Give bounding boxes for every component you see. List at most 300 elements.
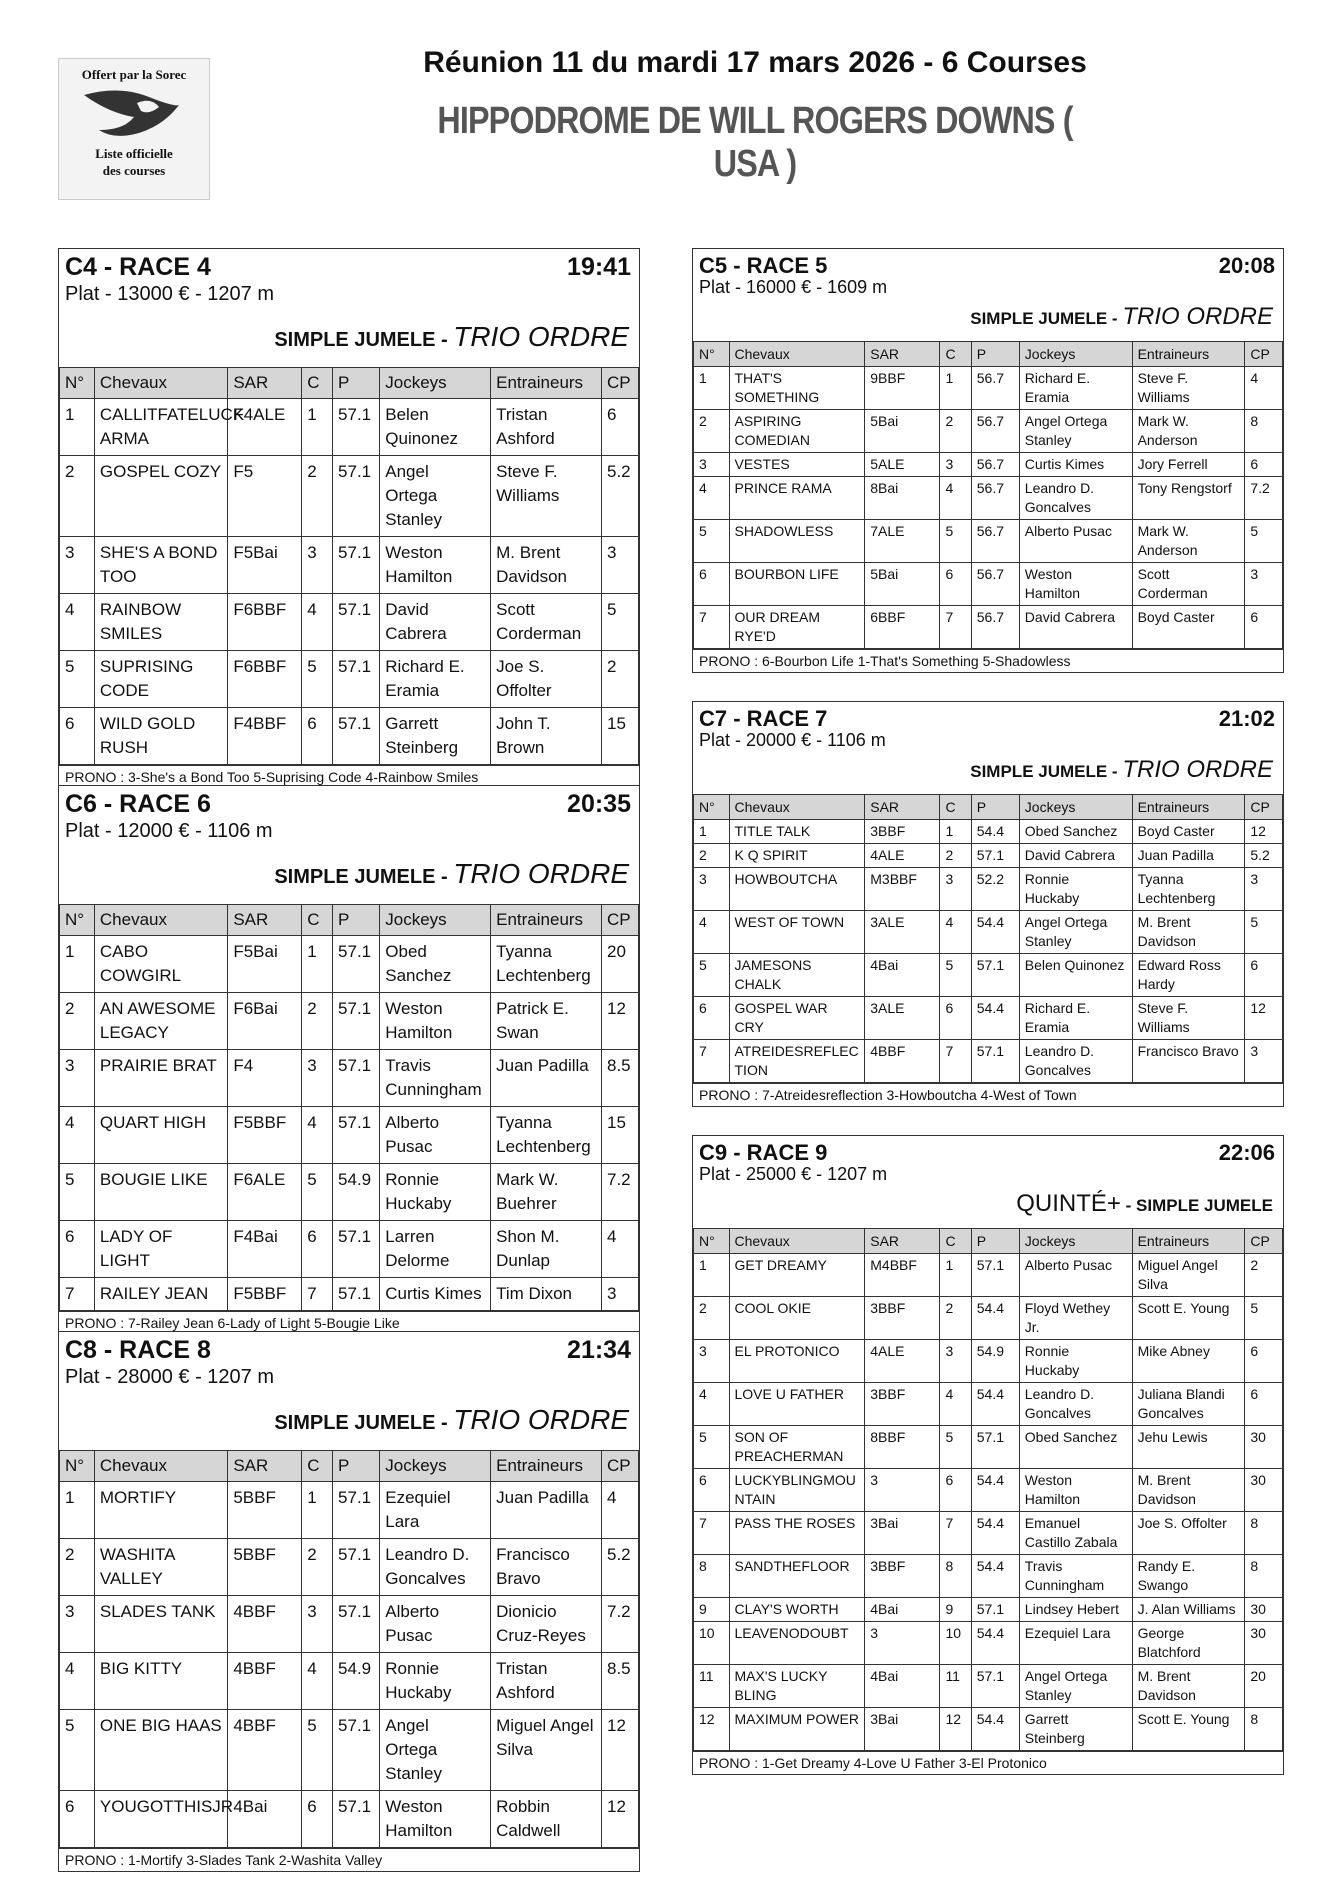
runner-cell: SUPRISING CODE: [94, 651, 227, 708]
runner-cell: Ronnie Huckaby: [380, 1653, 491, 1710]
column-header: C: [302, 1451, 333, 1482]
runner-cell: Garrett Steinberg: [1019, 1708, 1132, 1751]
runner-cell: Obed Sanchez: [380, 936, 491, 993]
runner-cell: 57.1: [333, 1278, 380, 1311]
runner-cell: TITLE TALK: [729, 820, 865, 844]
runner-cell: Miguel Angel Silva: [1132, 1254, 1245, 1297]
runner-cell: 15: [601, 708, 638, 765]
runner-cell: 4Bai: [228, 1791, 302, 1848]
runner-cell: 5BBF: [228, 1539, 302, 1596]
runner-cell: Leandro D. Goncalves: [1019, 1040, 1132, 1083]
column-header: CP: [1245, 795, 1283, 820]
column-header: Jockeys: [1019, 1229, 1132, 1254]
runner-row: [694, 868, 1283, 911]
runner-cell: F5BBF: [228, 1278, 302, 1311]
runner-cell: 8: [1245, 1555, 1283, 1598]
bet-type-main: QUINTÉ+: [1016, 1190, 1121, 1217]
column-header: Chevaux: [729, 795, 865, 820]
runner-cell: Boyd Caster: [1132, 606, 1245, 649]
runner-row: [694, 1340, 1283, 1383]
runner-cell: David Cabrera: [380, 594, 491, 651]
runner-cell: Jory Ferrell: [1132, 453, 1245, 477]
runner-cell: Tim Dixon: [491, 1278, 602, 1311]
table-header-row: [60, 905, 639, 936]
bet-type-main: TRIO ORDRE: [1122, 756, 1273, 783]
runner-cell: PRINCE RAMA: [729, 477, 865, 520]
runner-cell: 5: [302, 1710, 333, 1791]
runner-cell: LEAVENODOUBT: [729, 1622, 865, 1665]
runner-cell: Shon M. Dunlap: [491, 1221, 602, 1278]
runner-cell: 5: [60, 1164, 95, 1221]
runner-cell: 2: [302, 993, 333, 1050]
runner-cell: 3: [1245, 1040, 1283, 1083]
column-header: Chevaux: [94, 368, 227, 399]
runner-cell: Belen Quinonez: [380, 399, 491, 456]
runner-cell: F6ALE: [228, 1164, 302, 1221]
runner-cell: Larren Delorme: [380, 1221, 491, 1278]
runner-cell: 15: [601, 1107, 638, 1164]
runner-cell: 3: [865, 1622, 940, 1665]
runner-row: [694, 820, 1283, 844]
bet-types: [970, 756, 1273, 784]
runner-cell: J. Alan Williams: [1132, 1598, 1245, 1622]
runner-cell: 6: [694, 997, 730, 1040]
runner-cell: GOSPEL WAR CRY: [729, 997, 865, 1040]
runner-cell: F6BBF: [228, 651, 302, 708]
column-header: SAR: [228, 905, 302, 936]
runner-cell: 57.1: [333, 537, 380, 594]
runner-row: [694, 563, 1283, 606]
runner-cell: Steve F. Williams: [1132, 367, 1245, 410]
runner-cell: Alberto Pusac: [1019, 1254, 1132, 1297]
runner-cell: Alberto Pusac: [380, 1107, 491, 1164]
runner-cell: 57.1: [333, 993, 380, 1050]
runner-cell: 5: [940, 520, 971, 563]
runner-cell: 3Bai: [865, 1512, 940, 1555]
bet-type-main: TRIO ORDRE: [1122, 303, 1273, 330]
runner-cell: 57.1: [333, 708, 380, 765]
bet-type-secondary: SIMPLE JUMELE -: [970, 762, 1123, 781]
runner-cell: Scott Corderman: [1132, 563, 1245, 606]
runner-cell: Travis Cunningham: [380, 1050, 491, 1107]
runner-cell: 54.4: [971, 1708, 1019, 1751]
runner-row: [694, 1426, 1283, 1469]
runner-cell: 1: [694, 820, 730, 844]
runner-cell: Ronnie Huckaby: [1019, 1340, 1132, 1383]
race-time: 22:06: [1218, 1140, 1275, 1165]
runner-cell: 4: [60, 1107, 95, 1164]
runner-cell: 6: [601, 399, 638, 456]
column-header: SAR: [865, 342, 940, 367]
runner-cell: Tristan Ashford: [491, 399, 602, 456]
runner-cell: Richard E. Eramia: [380, 651, 491, 708]
runner-cell: 7: [694, 1512, 730, 1555]
runner-cell: 10: [940, 1622, 971, 1665]
runner-cell: 4: [302, 594, 333, 651]
runner-row: [60, 594, 639, 651]
runner-cell: 4Bai: [865, 1598, 940, 1622]
runner-cell: Francisco Bravo: [1132, 1040, 1245, 1083]
runner-cell: LUCKYBLINGMOU NTAIN: [729, 1469, 865, 1512]
column-header: P: [333, 905, 380, 936]
runner-cell: 3: [865, 1469, 940, 1512]
runner-cell: 9BBF: [865, 367, 940, 410]
runner-cell: 4: [694, 911, 730, 954]
bet-type-main: TRIO ORDRE: [453, 321, 629, 352]
runner-row: [694, 1512, 1283, 1555]
runner-row: [694, 1469, 1283, 1512]
runner-cell: Juan Padilla: [491, 1482, 602, 1539]
runner-cell: SON OF PREACHERMAN: [729, 1426, 865, 1469]
runner-cell: 8: [940, 1555, 971, 1598]
runner-cell: 5: [694, 520, 730, 563]
runner-row: [60, 1653, 639, 1710]
horse-logo-icon: [79, 85, 189, 145]
runner-cell: Emanuel Castillo Zabala: [1019, 1512, 1132, 1555]
runner-cell: Jehu Lewis: [1132, 1426, 1245, 1469]
bet-type-secondary: SIMPLE JUMELE -: [274, 1412, 454, 1434]
runner-cell: 8BBF: [865, 1426, 940, 1469]
runner-cell: WILD GOLD RUSH: [94, 708, 227, 765]
runner-cell: ONE BIG HAAS: [94, 1710, 227, 1791]
runner-cell: 3: [302, 1596, 333, 1653]
runner-cell: 57.1: [333, 1596, 380, 1653]
runner-cell: 4: [60, 1653, 95, 1710]
runner-cell: 5: [302, 1164, 333, 1221]
runner-cell: 3ALE: [865, 997, 940, 1040]
runner-cell: 57.1: [333, 594, 380, 651]
runner-cell: Garrett Steinberg: [380, 708, 491, 765]
runner-row: [694, 844, 1283, 868]
runner-cell: 4: [694, 477, 730, 520]
runner-row: [60, 1539, 639, 1596]
prono-line: PRONO : 7-Railey Jean 6-Lady of Light 5-Bougie Like: [59, 1311, 639, 1334]
runner-cell: 11: [940, 1665, 971, 1708]
runner-cell: 6: [940, 997, 971, 1040]
runner-cell: 52.2: [971, 868, 1019, 911]
runner-row: [694, 453, 1283, 477]
column-header: C: [940, 1229, 971, 1254]
runner-cell: 4Bai: [865, 954, 940, 997]
runner-cell: 8: [694, 1555, 730, 1598]
race-time: 21:02: [1218, 706, 1275, 731]
runner-row: [694, 1383, 1283, 1426]
runner-cell: MORTIFY: [94, 1482, 227, 1539]
runner-row: [60, 456, 639, 537]
column-header: Jockeys: [380, 905, 491, 936]
race-info: Plat - 28000 € - 1207 m: [65, 1366, 275, 1388]
runners-table: [693, 794, 1283, 1083]
table-header-row: [60, 1451, 639, 1482]
runner-cell: John T. Brown: [491, 708, 602, 765]
runner-cell: 57.1: [333, 1107, 380, 1164]
runner-cell: 57.1: [971, 1040, 1019, 1083]
runner-cell: 1: [302, 936, 333, 993]
runner-cell: 4: [302, 1653, 333, 1710]
runner-cell: SANDTHEFLOOR: [729, 1555, 865, 1598]
runner-cell: BOUGIE LIKE: [94, 1164, 227, 1221]
runner-cell: 56.7: [971, 563, 1019, 606]
column-header: CP: [601, 1451, 638, 1482]
runner-cell: 6: [1245, 453, 1283, 477]
runner-cell: M3BBF: [865, 868, 940, 911]
runner-cell: Alberto Pusac: [1019, 520, 1132, 563]
runner-cell: M4BBF: [865, 1254, 940, 1297]
runner-cell: Mark W. Anderson: [1132, 410, 1245, 453]
runner-cell: 2: [302, 1539, 333, 1596]
runner-cell: 54.4: [971, 911, 1019, 954]
runner-cell: 2: [1245, 1254, 1283, 1297]
runner-cell: 57.1: [971, 1665, 1019, 1708]
column-header: Chevaux: [729, 342, 865, 367]
runner-cell: Patrick E. Swan: [491, 993, 602, 1050]
race-time: 20:35: [567, 790, 631, 818]
runner-cell: 3BBF: [865, 820, 940, 844]
runner-cell: 56.7: [971, 453, 1019, 477]
runner-cell: RAINBOW SMILES: [94, 594, 227, 651]
prono-line: PRONO : 3-She's a Bond Too 5-Suprising Code 4-Rainbow Smiles: [59, 765, 639, 788]
runner-cell: 30: [1245, 1622, 1283, 1665]
runner-cell: 1: [940, 1254, 971, 1297]
runner-row: [694, 1665, 1283, 1708]
runner-cell: 3: [694, 453, 730, 477]
runner-cell: 3: [1245, 868, 1283, 911]
runner-cell: 57.1: [333, 1221, 380, 1278]
runner-cell: 4: [601, 1482, 638, 1539]
runner-cell: 54.4: [971, 1383, 1019, 1426]
runner-cell: F6BBF: [228, 594, 302, 651]
runner-cell: Richard E. Eramia: [1019, 997, 1132, 1040]
runner-cell: Steve F. Williams: [491, 456, 602, 537]
runner-cell: Scott Corderman: [491, 594, 602, 651]
runner-cell: 54.4: [971, 1622, 1019, 1665]
runner-cell: Tyanna Lechtenberg: [491, 936, 602, 993]
column-header: Jockeys: [1019, 342, 1132, 367]
runner-cell: 12: [694, 1708, 730, 1751]
race-info: Plat - 13000 € - 1207 m: [65, 283, 275, 305]
race-card-c8: [58, 1331, 640, 1872]
runner-cell: Alberto Pusac: [380, 1596, 491, 1653]
runner-row: [60, 651, 639, 708]
runner-cell: 12: [1245, 820, 1283, 844]
runner-cell: 6: [1245, 1383, 1283, 1426]
runner-cell: 54.4: [971, 1555, 1019, 1598]
column-header: N°: [60, 368, 95, 399]
runner-cell: 2: [940, 844, 971, 868]
runner-cell: Juliana Blandi Goncalves: [1132, 1383, 1245, 1426]
runner-cell: SHE'S A BOND TOO: [94, 537, 227, 594]
prono-line: PRONO : 6-Bourbon Life 1-That's Something 5-Shadowless: [693, 649, 1283, 672]
runner-cell: 2: [694, 844, 730, 868]
runner-cell: 57.1: [333, 936, 380, 993]
column-header: SAR: [228, 368, 302, 399]
runner-row: [60, 1164, 639, 1221]
runner-cell: 12: [1245, 997, 1283, 1040]
runner-cell: 20: [601, 936, 638, 993]
runner-cell: 3BBF: [865, 1297, 940, 1340]
column-header: Entraineurs: [491, 1451, 602, 1482]
runner-row: [694, 911, 1283, 954]
runner-cell: 6: [694, 563, 730, 606]
runner-cell: Lindsey Hebert: [1019, 1598, 1132, 1622]
prono-line: PRONO : 1-Mortify 3-Slades Tank 2-Washita Valley: [59, 1848, 639, 1871]
runner-row: [694, 1555, 1283, 1598]
runner-cell: Angel Ortega Stanley: [1019, 1665, 1132, 1708]
logo-bottom-line1: Liste officielle: [95, 146, 173, 161]
runner-cell: 54.4: [971, 1297, 1019, 1340]
runner-cell: 3: [60, 1596, 95, 1653]
runner-cell: 4: [601, 1221, 638, 1278]
runner-cell: THAT'S SOMETHING: [729, 367, 865, 410]
runner-cell: 1: [694, 1254, 730, 1297]
runner-cell: Robbin Caldwell: [491, 1791, 602, 1848]
runner-cell: 8Bai: [865, 477, 940, 520]
prono-line: PRONO : 7-Atreidesreflection 3-Howboutcha 4-West of Town: [693, 1083, 1283, 1106]
column-header: P: [333, 1451, 380, 1482]
race-card-c5: [692, 248, 1284, 673]
runner-row: [694, 606, 1283, 649]
runner-cell: 3: [302, 537, 333, 594]
runner-cell: 12: [940, 1708, 971, 1751]
prono-line: PRONO : 1-Get Dreamy 4-Love U Father 3-El Protonico: [693, 1751, 1283, 1774]
runner-cell: 3BBF: [865, 1383, 940, 1426]
runner-cell: 5.2: [1245, 844, 1283, 868]
runner-cell: 9: [694, 1598, 730, 1622]
runner-cell: 3: [694, 868, 730, 911]
runner-cell: 1: [302, 1482, 333, 1539]
runner-cell: Ezequiel Lara: [1019, 1622, 1132, 1665]
runner-cell: 8: [1245, 410, 1283, 453]
column-header: C: [940, 342, 971, 367]
race-card-c6: [58, 785, 640, 1335]
runner-cell: 7: [60, 1278, 95, 1311]
runner-cell: 7: [302, 1278, 333, 1311]
bet-type-main: TRIO ORDRE: [453, 1404, 629, 1435]
race-time: 20:08: [1218, 253, 1275, 278]
runner-row: [694, 1622, 1283, 1665]
runner-cell: EL PROTONICO: [729, 1340, 865, 1383]
runners-table: [693, 341, 1283, 649]
runner-cell: 7: [940, 606, 971, 649]
runner-cell: Weston Hamilton: [1019, 563, 1132, 606]
runner-cell: ATREIDESREFLEC TION: [729, 1040, 865, 1083]
table-header-row: [60, 368, 639, 399]
column-header: N°: [60, 905, 95, 936]
runner-cell: 10: [694, 1622, 730, 1665]
runner-cell: 30: [1245, 1598, 1283, 1622]
column-header: CP: [601, 368, 638, 399]
runner-cell: 5: [60, 651, 95, 708]
runner-cell: 7: [694, 1040, 730, 1083]
runner-cell: 1: [60, 936, 95, 993]
column-header: SAR: [228, 1451, 302, 1482]
runner-cell: 4: [940, 911, 971, 954]
runner-cell: 54.9: [333, 1164, 380, 1221]
column-header: Jockeys: [380, 1451, 491, 1482]
runner-cell: 57.1: [333, 1050, 380, 1107]
logo-top-text: Offert par la Sorec: [81, 67, 187, 82]
runner-cell: F5BBF: [228, 1107, 302, 1164]
runner-cell: 11: [694, 1665, 730, 1708]
runner-cell: 6: [60, 1221, 95, 1278]
runner-cell: Ezequiel Lara: [380, 1482, 491, 1539]
runner-cell: David Cabrera: [1019, 606, 1132, 649]
runner-cell: Steve F. Williams: [1132, 997, 1245, 1040]
runner-cell: Boyd Caster: [1132, 820, 1245, 844]
runner-cell: 30: [1245, 1469, 1283, 1512]
runner-cell: Weston Hamilton: [380, 1791, 491, 1848]
runner-cell: LOVE U FATHER: [729, 1383, 865, 1426]
runner-cell: 1: [60, 399, 95, 456]
column-header: Entraineurs: [491, 368, 602, 399]
column-header: P: [971, 342, 1019, 367]
runner-cell: Leandro D. Goncalves: [1019, 1383, 1132, 1426]
runner-cell: 57.1: [333, 456, 380, 537]
runner-cell: Dionicio Cruz-Reyes: [491, 1596, 602, 1653]
runner-cell: 2: [60, 993, 95, 1050]
runner-cell: F5Bai: [228, 537, 302, 594]
runner-cell: Angel Ortega Stanley: [380, 1710, 491, 1791]
runner-cell: F4: [228, 1050, 302, 1107]
runner-cell: Curtis Kimes: [1019, 453, 1132, 477]
runner-row: [60, 1791, 639, 1848]
runner-cell: MAXIMUM POWER: [729, 1708, 865, 1751]
race-name: C5 - RACE 5: [699, 253, 828, 278]
runner-row: [60, 1221, 639, 1278]
runner-cell: 5: [940, 954, 971, 997]
runner-row: [60, 1482, 639, 1539]
runner-cell: CABO COWGIRL: [94, 936, 227, 993]
runner-cell: VESTES: [729, 453, 865, 477]
runner-cell: 57.1: [971, 1598, 1019, 1622]
runner-cell: Belen Quinonez: [1019, 954, 1132, 997]
runner-cell: K Q SPIRIT: [729, 844, 865, 868]
runner-cell: 57.1: [333, 1710, 380, 1791]
runner-cell: Scott E. Young: [1132, 1297, 1245, 1340]
bet-types: [274, 1404, 629, 1436]
runner-cell: 3: [694, 1340, 730, 1383]
runner-cell: OUR DREAM RYE'D: [729, 606, 865, 649]
runner-cell: 2: [694, 1297, 730, 1340]
runner-cell: 8.5: [601, 1050, 638, 1107]
runner-cell: 4: [694, 1383, 730, 1426]
race-card-c4: [58, 248, 640, 789]
runner-cell: 5: [694, 1426, 730, 1469]
race-info: Plat - 12000 € - 1106 m: [65, 820, 273, 842]
runner-cell: 3BBF: [865, 1555, 940, 1598]
runner-row: [694, 477, 1283, 520]
runner-cell: 7.2: [1245, 477, 1283, 520]
table-header-row: [694, 795, 1283, 820]
runner-cell: 56.7: [971, 367, 1019, 410]
runner-cell: 7ALE: [865, 520, 940, 563]
racecourse-title: HIPPODROME DE WILL ROGERS DOWNS ( USA ): [437, 100, 1073, 185]
runner-row: [60, 1278, 639, 1311]
runner-cell: David Cabrera: [1019, 844, 1132, 868]
runner-cell: Juan Padilla: [1132, 844, 1245, 868]
column-header: Entraineurs: [1132, 795, 1245, 820]
runner-cell: LADY OF LIGHT: [94, 1221, 227, 1278]
column-header: N°: [694, 795, 730, 820]
runner-cell: 3: [601, 537, 638, 594]
runner-cell: Travis Cunningham: [1019, 1555, 1132, 1598]
runner-cell: 2: [940, 1297, 971, 1340]
column-header: CP: [601, 905, 638, 936]
runner-cell: PASS THE ROSES: [729, 1512, 865, 1555]
runner-row: [694, 954, 1283, 997]
runner-cell: 6: [694, 1469, 730, 1512]
runner-cell: 7: [694, 606, 730, 649]
